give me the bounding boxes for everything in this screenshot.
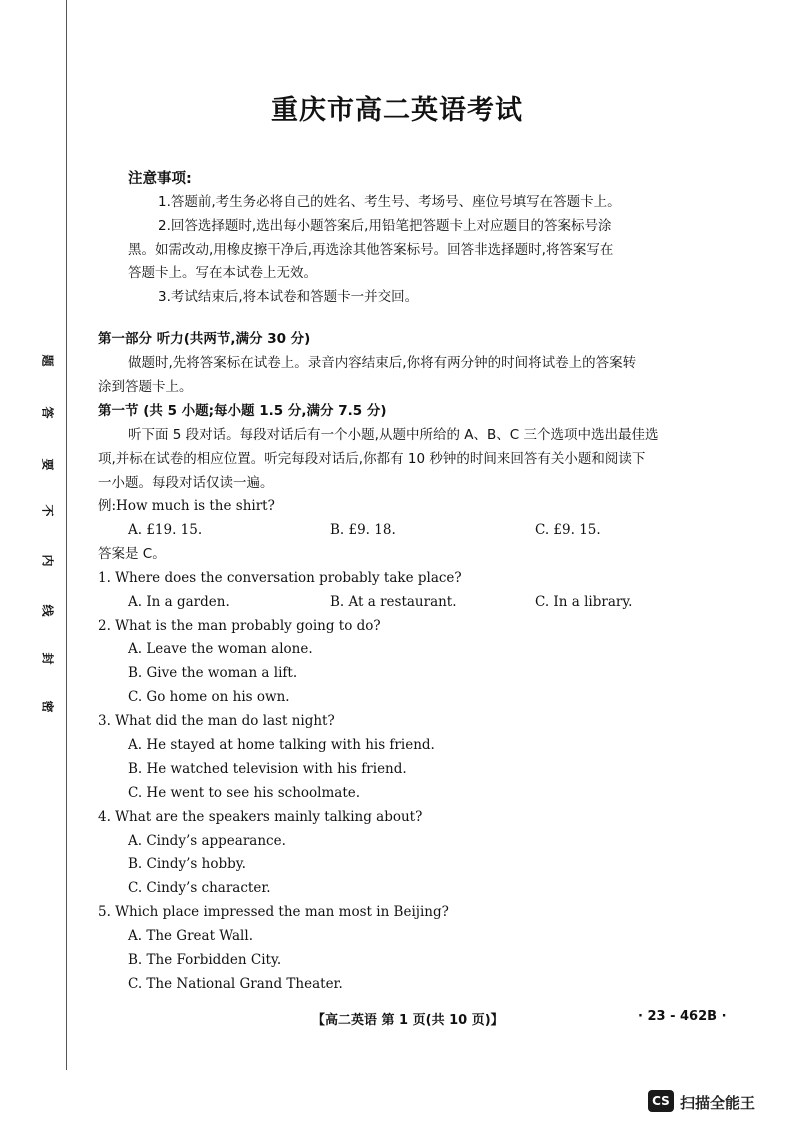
camscanner-label: 扫描全能王 bbox=[680, 1094, 756, 1112]
question-5: 5. Which place impressed the man most in Beijing? bbox=[98, 904, 449, 920]
q5-option-b: B. The Forbidden City. bbox=[128, 952, 282, 968]
margin-char: 内 bbox=[40, 554, 55, 567]
section1-heading: 第一节 (共 5 小题;每小题 1.5 分,满分 7.5 分) bbox=[98, 403, 387, 419]
margin-char: 答 bbox=[40, 406, 55, 419]
binding-line bbox=[66, 0, 67, 1070]
q3-option-a: A. He stayed at home talking with his friend. bbox=[128, 737, 435, 753]
example-answer: 答案是 C。 bbox=[98, 546, 166, 562]
notice-item-2: 2.回答选择题时,选出每小题答案后,用铅笔把答题卡上对应题目的答案标号涂 bbox=[158, 218, 612, 234]
margin-char: 线 bbox=[40, 604, 55, 617]
example-option-a: A. £19. 15. bbox=[128, 522, 203, 538]
q2-option-c: C. Go home on his own. bbox=[128, 689, 290, 705]
q3-option-c: C. He went to see his schoolmate. bbox=[128, 785, 361, 801]
margin-char: 密 bbox=[40, 700, 55, 713]
notice-item-2-end: 答题卡上。写在本试卷上无效。 bbox=[128, 265, 317, 281]
margin-char: 封 bbox=[40, 652, 55, 665]
question-4: 4. What are the speakers mainly talking about? bbox=[98, 809, 423, 825]
section1-directions-end: 一小题。每段对话仅读一遍。 bbox=[98, 475, 274, 491]
camscanner-logo: CS bbox=[648, 1090, 674, 1112]
q1-option-b: B. At a restaurant. bbox=[330, 594, 457, 610]
notice-item-2-cont: 黑。如需改动,用橡皮擦干净后,再选涂其他答案标号。回答非选择题时,将答案写在 bbox=[128, 242, 614, 258]
example-question: 例:How much is the shirt? bbox=[98, 498, 275, 514]
margin-char: 要 bbox=[40, 458, 55, 471]
margin-char: 题 bbox=[40, 354, 55, 367]
question-1: 1. Where does the conversation probably take place? bbox=[98, 570, 462, 586]
notice-item-1: 1.答题前,考生务必将自己的姓名、考生号、考场号、座位号填写在答题卡上。 bbox=[158, 194, 621, 210]
part1-intro-cont: 涂到答题卡上。 bbox=[98, 379, 193, 395]
section1-directions-cont: 项,并标在试卷的相应位置。听完每段对话后,你都有 10 秒钟的时间来回答有关小题和阅读下 bbox=[98, 451, 646, 467]
q1-option-c: C. In a library. bbox=[535, 594, 633, 610]
example-option-b: B. £9. 18. bbox=[330, 522, 396, 538]
q4-option-a: A. Cindy’s appearance. bbox=[128, 833, 286, 849]
question-2: 2. What is the man probably going to do? bbox=[98, 618, 381, 634]
exam-code: · 23 - 462B · bbox=[638, 1009, 727, 1024]
q5-option-a: A. The Great Wall. bbox=[128, 928, 253, 944]
q2-option-b: B. Give the woman a lift. bbox=[128, 665, 298, 681]
notice-heading: 注意事项: bbox=[128, 171, 192, 187]
q4-option-b: B. Cindy’s hobby. bbox=[128, 856, 246, 872]
exam-title: 重庆市高二英语考试 bbox=[271, 95, 523, 126]
example-option-c: C. £9. 15. bbox=[535, 522, 601, 538]
margin-char: 不 bbox=[40, 504, 55, 517]
q2-option-a: A. Leave the woman alone. bbox=[128, 641, 313, 657]
part1-intro: 做题时,先将答案标在试卷上。录音内容结束后,你将有两分钟的时间将试卷上的答案转 bbox=[128, 355, 637, 371]
q1-option-a: A. In a garden. bbox=[128, 594, 230, 610]
section1-directions: 听下面 5 段对话。每段对话后有一个小题,从题中所给的 A、B、C 三个选项中选出最佳选 bbox=[128, 427, 659, 443]
q4-option-c: C. Cindy’s character. bbox=[128, 880, 271, 896]
notice-item-3: 3.考试结束后,将本试卷和答题卡一并交回。 bbox=[158, 289, 419, 305]
part1-heading: 第一部分 听力(共两节,满分 30 分) bbox=[98, 331, 311, 347]
question-3: 3. What did the man do last night? bbox=[98, 713, 335, 729]
page-footer: 【高二英语 第 1 页(共 10 页)】 bbox=[312, 1013, 504, 1028]
q3-option-b: B. He watched television with his friend. bbox=[128, 761, 407, 777]
q5-option-c: C. The National Grand Theater. bbox=[128, 976, 343, 992]
